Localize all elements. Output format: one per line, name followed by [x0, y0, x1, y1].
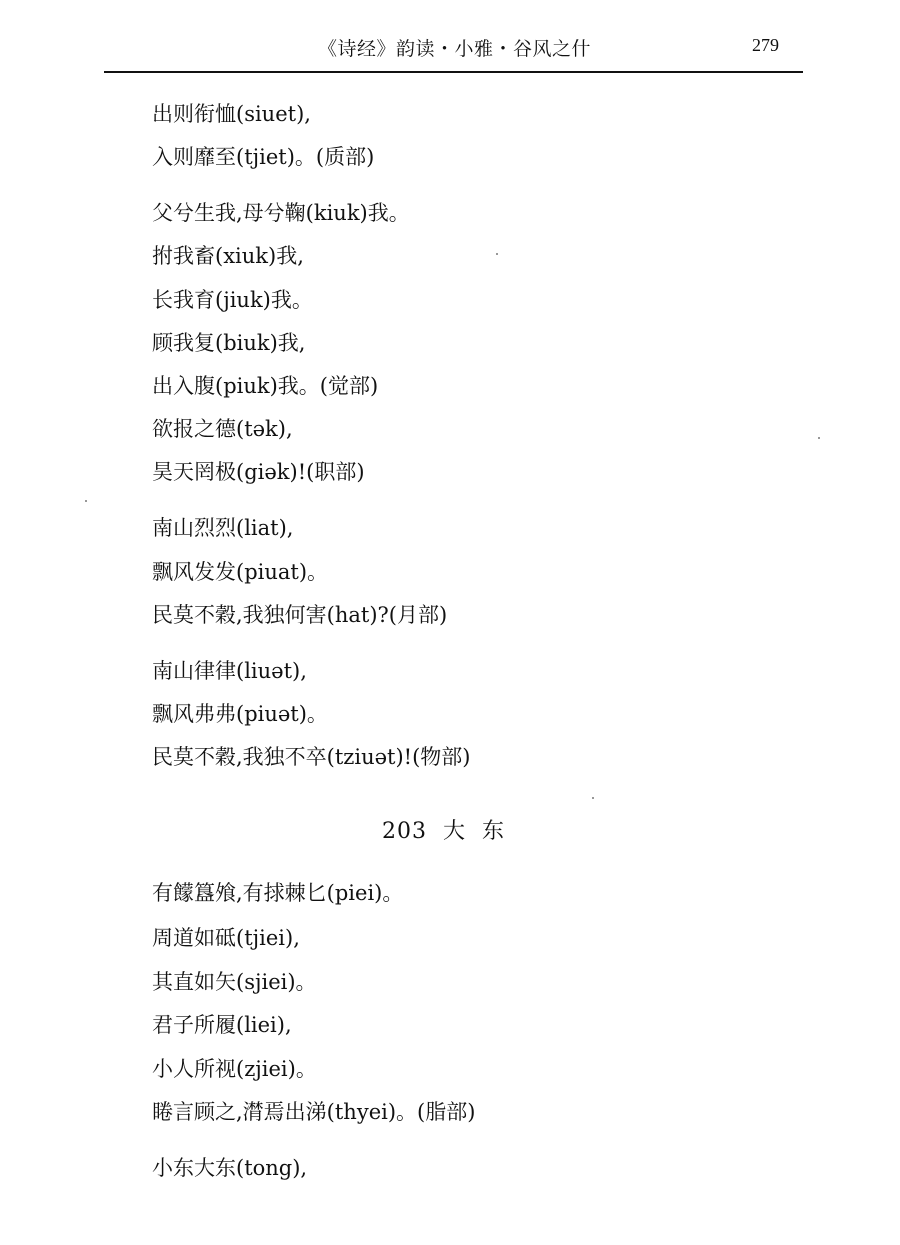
poem-line: 南山律律(liuət), — [152, 659, 307, 683]
poem-line: 民莫不穀,我独不卒(tziuət)!(物部) — [152, 745, 471, 769]
poem-line: 飘风发发(piuat)。 — [152, 560, 329, 584]
poem-line: 小东大东(tong), — [152, 1156, 308, 1180]
poem-line: 小人所视(zjiei)。 — [152, 1057, 317, 1081]
poem-line: 入则靡至(tjiet)。(质部) — [152, 145, 375, 169]
poem-line: 有饛簋飧,有捄棘匕(piei)。 — [152, 881, 404, 905]
poem-line: 拊我畜(xiuk)我, — [152, 244, 304, 268]
poem-line: 顾我复(biuk)我, — [152, 331, 306, 355]
poem-line: 长我育(jiuk)我。 — [152, 288, 313, 312]
scan-speck — [496, 253, 498, 255]
poem-line: 睠言顾之,潸焉出涕(thyei)。(脂部) — [152, 1100, 476, 1124]
poem-line: 飘风弗弗(piuət)。 — [152, 702, 328, 726]
poem-line: 其直如矢(sjiei)。 — [152, 970, 317, 994]
poem-line: 周道如砥(tjiei), — [152, 926, 300, 950]
scan-speck — [818, 437, 820, 439]
poem-line: 出入腹(piuk)我。(觉部) — [152, 374, 379, 398]
poem-line: 民莫不穀,我独何害(hat)?(月部) — [152, 603, 448, 627]
poem-heading: 203 大 东 — [382, 819, 505, 844]
poem-line: 出则衔恤(siuet), — [152, 102, 311, 126]
poem-line: 君子所履(liei), — [152, 1013, 292, 1037]
poem-line: 欲报之德(tək), — [152, 417, 293, 441]
running-header — [0, 34, 900, 64]
poem-line: 父兮生我,母兮鞠(kiuk)我。 — [152, 201, 410, 225]
poem-line: 昊天罔极(giək)!(职部) — [152, 460, 365, 484]
page-number: 279 — [752, 35, 779, 55]
scan-speck — [592, 797, 594, 799]
poem-line: 南山烈烈(liat), — [152, 516, 294, 540]
running-title: 《诗经》韵读・小雅・谷风之什 — [318, 38, 592, 60]
scan-speck — [85, 500, 87, 502]
header-rule — [104, 71, 803, 73]
